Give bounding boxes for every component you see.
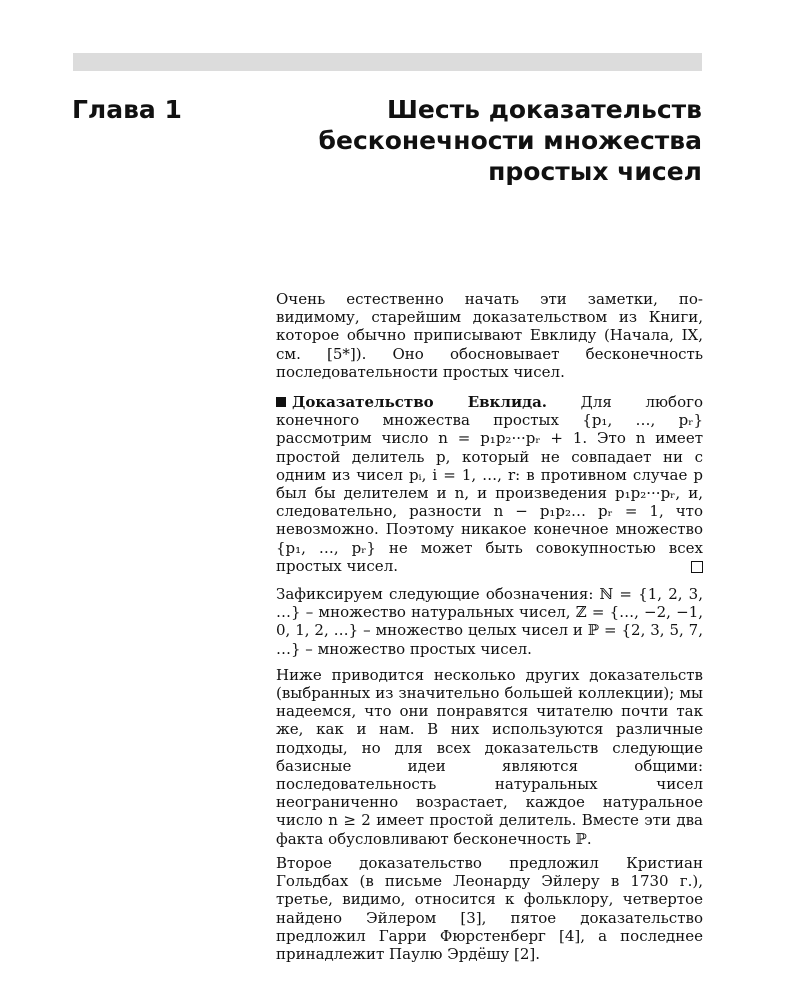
authors-paragraph: Второе доказательство предложил Кристиан Гольдбах (в письме Леонарду Эйлеру в 1730 г.), третье, видимо, относится к фольклору, четвертое найдено Эйлером [3], пятое доказательство предложил Гарри Фюрстенберг [4], а последнее принадлежит Паулю Эрдёшу [2]. (276, 853, 703, 963)
chapter-title-line: бесконечности множества (318, 126, 702, 155)
main-text (276, 290, 703, 963)
chapter-title-line: Шесть доказательств (387, 95, 702, 124)
qed-square-icon (691, 561, 703, 573)
proof-body: Для любого конечного множества простых {p₁, …, pᵣ} рассмотрим число n = p₁p₂···pᵣ + 1. Это n имеет простой делитель p, который не совпадает ни с одним из чисел pᵢ, i = 1, …, r: в противном случае p был бы делителем и n, и произведения p₁p₂···pᵣ, и, следовательно, разности n − p₁p₂… pᵣ = 1, что невозможно. Поэтому никакое конечное множество {p₁, …, pᵣ} не может быть совокупностью всех простых чисел. (276, 393, 703, 575)
other-proofs-paragraph: Ниже приводится несколько других доказательств (выбранных из значительно большей коллекции); мы надеемся, что они понравятся читателю почти так же, как и нам. В них используются различные подходы, но для всех доказательств следующие базисные идеи являются общими: последовательность натуральных чисел неограниченно возрастает, каждое натуральное число n ≥ 2 имеет простой делитель. Вместе эти два факта обусловливают бесконечность ℙ. (276, 665, 703, 848)
square-bullet-icon (276, 397, 286, 407)
chapter-label: Глава 1 (72, 95, 182, 124)
euclid-proof-paragraph (276, 393, 703, 575)
intro-paragraph: Очень естественно начать эти заметки, по-видимому, старейшим доказательством из Книги, которое обычно приписывают Евклиду (Начала, IX, см. [5*]). Оно обосновывает бесконечность последовательности простых чисел. (276, 290, 703, 381)
proof-heading: Доказательство Евклида. (292, 393, 548, 412)
header-bar (73, 53, 702, 71)
notation-paragraph: Зафиксируем следующие обозначения: ℕ = {1, 2, 3, …} – множество натуральных чисел, ℤ = {…, −2, −1, 0, 1, 2, …} – множество целых чисел и ℙ = {2, 3, 5, 7, …} – множество простых чисел. (276, 585, 703, 658)
chapter-title-line: простых чисел (488, 157, 702, 186)
chapter-title (282, 94, 702, 187)
